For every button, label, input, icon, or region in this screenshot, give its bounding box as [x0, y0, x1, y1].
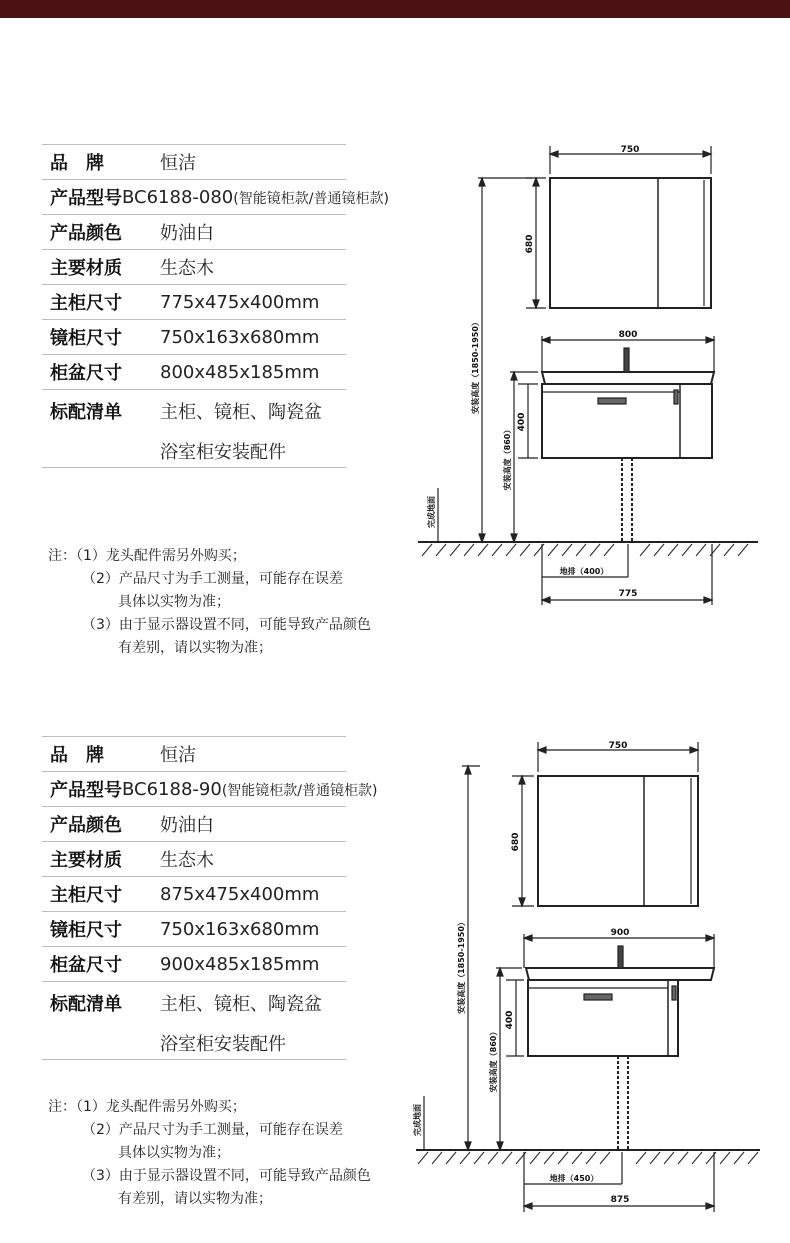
- note-2: （2）产品尺寸为手工测量，可能存在误差: [82, 571, 343, 587]
- spec-key: 产品颜色: [50, 223, 122, 244]
- spec-row-package: [42, 390, 346, 468]
- spec-row-model: [42, 180, 389, 215]
- spec-row-model: [42, 772, 378, 807]
- spec-row-mirror-size: [42, 320, 346, 355]
- spec-value: 奶油白: [160, 815, 214, 836]
- package-line-1: 主柜、镜柜、陶瓷盆: [160, 994, 322, 1015]
- spec-value: 750x163x680mm: [160, 326, 320, 348]
- spec-value: 恒洁: [160, 745, 196, 766]
- spec-key: 柜盆尺寸: [50, 955, 122, 976]
- spec-row-basin-size: [42, 355, 346, 390]
- note-1: 注：（1）龙头配件需另外购买；: [48, 548, 246, 564]
- spec-value: [122, 779, 377, 800]
- spec-row-main-size: [42, 877, 346, 912]
- spec-row-package: [42, 982, 346, 1060]
- spec-value: 生态木: [160, 258, 214, 279]
- spec-key: 主要材质: [50, 258, 122, 279]
- spec-table: [42, 144, 389, 468]
- floor-hatch: [418, 1152, 758, 1164]
- spec-table: [42, 736, 378, 1060]
- floor-label: 完成地面: [413, 1104, 422, 1136]
- spec-value: 奶油白: [160, 223, 214, 244]
- spec-key: 镜柜尺寸: [50, 920, 122, 941]
- spec-value: [122, 187, 389, 208]
- floor-hatch: [422, 544, 748, 556]
- spec-key: 柜盆尺寸: [50, 363, 122, 384]
- model-note: (智能镜柜款/普通镜柜款): [221, 782, 378, 799]
- spec-row-basin-size: [42, 947, 346, 982]
- dim-mirror-height: 680: [525, 234, 535, 254]
- dim-basin-width: 900: [610, 928, 630, 938]
- dim-bottom-width: 875: [610, 1195, 630, 1205]
- model-number: BC6188-080: [122, 186, 234, 208]
- floor-label: 完成地面: [427, 496, 436, 528]
- note-2: （2）产品尺寸为手工测量，可能存在误差: [82, 1122, 343, 1138]
- spec-key: 主柜尺寸: [50, 293, 122, 314]
- note-1: 注：（1）龙头配件需另外购买；: [48, 1099, 246, 1115]
- note-3-cont: 有差别，请以实物为准；: [118, 1191, 272, 1207]
- spec-value: 恒洁: [160, 153, 196, 174]
- spec-row-color: [42, 215, 346, 250]
- spec-key: 标配清单: [50, 402, 122, 423]
- dim-cabinet-height: 400: [505, 1010, 515, 1030]
- installation-drawing: [400, 736, 770, 1216]
- spec-key: 镜柜尺寸: [50, 328, 122, 349]
- spec-row-material: [42, 250, 346, 285]
- spec-key: 产品型号: [50, 188, 122, 209]
- spec-value: 生态木: [160, 850, 214, 871]
- installation-drawing: [418, 140, 763, 610]
- dim-basin-width: 800: [618, 330, 638, 340]
- package-line-1: 主柜、镜柜、陶瓷盆: [160, 402, 322, 423]
- spec-value: 750x163x680mm: [160, 918, 320, 940]
- spec-row-main-size: [42, 285, 346, 320]
- spec-key: 品 牌: [50, 745, 104, 766]
- spec-key: 标配清单: [50, 994, 122, 1015]
- model-number: BC6188-90: [122, 778, 222, 800]
- spec-value: 800x485x185mm: [160, 361, 320, 383]
- spec-row-mirror-size: [42, 912, 346, 947]
- note-3: （3）由于显示器设置不同，可能导致产品颜色: [82, 617, 371, 633]
- note-2-cont: 具体以实物为准；: [118, 1145, 230, 1161]
- spec-value: [160, 990, 322, 1056]
- spec-value: 900x485x185mm: [160, 953, 320, 975]
- spec-row-brand: [42, 736, 346, 772]
- dim-install-height: 安装高度（860）: [489, 1027, 498, 1093]
- spec-value: 875x475x400mm: [160, 883, 320, 905]
- notes: [48, 1096, 371, 1211]
- dim-mirror-width: 750: [608, 741, 628, 751]
- package-line-2: 浴室柜安装配件: [160, 442, 286, 463]
- spec-key: 品 牌: [50, 153, 104, 174]
- spec-value: [160, 398, 322, 464]
- note-2-cont: 具体以实物为准；: [118, 594, 230, 610]
- drain-label: 地排（450）: [549, 1174, 599, 1183]
- package-line-2: 浴室柜安装配件: [160, 1034, 286, 1055]
- dim-cabinet-height: 400: [517, 412, 527, 432]
- note-3: （3）由于显示器设置不同，可能导致产品颜色: [82, 1168, 371, 1184]
- spec-key: 主柜尺寸: [50, 885, 122, 906]
- note-3-cont: 有差别，请以实物为准；: [118, 640, 272, 656]
- drain-label: 地排（400）: [559, 567, 609, 576]
- spec-row-brand: [42, 144, 346, 180]
- spec-row-material: [42, 842, 346, 877]
- spec-row-color: [42, 807, 346, 842]
- dim-install-total: 安装高度（1850-1950）: [471, 318, 480, 414]
- dim-install-total: 安装高度（1850-1950）: [457, 918, 466, 1014]
- spec-key: 产品型号: [50, 780, 122, 801]
- dim-mirror-height: 680: [511, 832, 521, 852]
- spec-key: 主要材质: [50, 850, 122, 871]
- dim-bottom-width: 775: [618, 589, 638, 599]
- spec-value: 775x475x400mm: [160, 291, 320, 313]
- spec-key: 产品颜色: [50, 815, 122, 836]
- model-note: (智能镜柜款/普通镜柜款): [233, 190, 389, 207]
- dim-mirror-width: 750: [620, 145, 640, 155]
- dim-install-height: 安装高度（860）: [503, 425, 512, 491]
- product-section-2: [0, 592, 790, 1207]
